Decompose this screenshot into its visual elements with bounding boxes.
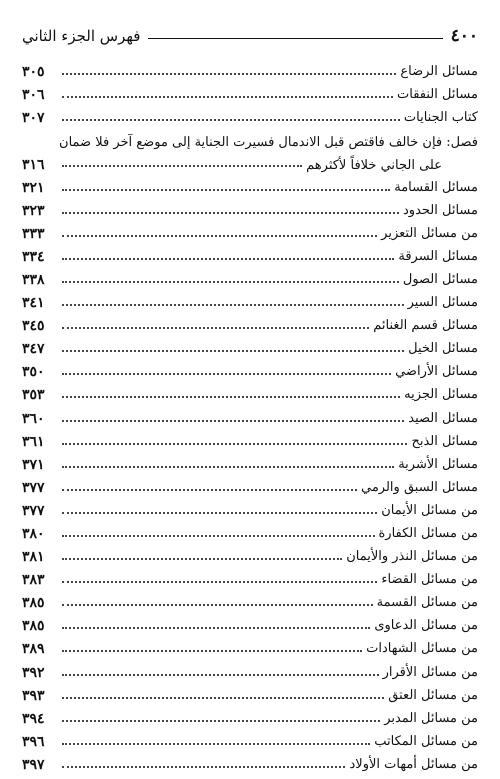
toc-entry (22, 381, 478, 404)
toc-entry-label: من مسائل الأيمان (381, 502, 478, 518)
dot-leader (62, 558, 342, 560)
toc-entry (22, 635, 478, 658)
toc-entry-page: ٣٣٤ (22, 248, 45, 265)
toc-entry-page: ٣٠٥ (22, 64, 45, 81)
toc-entry-page: ٣٤٥ (22, 318, 45, 335)
toc-entry-fasl (22, 127, 478, 173)
toc-entry-label: من مسائل الأقرار (382, 664, 478, 680)
toc-entry (22, 197, 478, 220)
dot-leader (62, 697, 384, 699)
dot-leader (62, 720, 380, 722)
dot-leader (62, 73, 396, 75)
toc-entry (22, 451, 478, 474)
dot-leader (62, 627, 370, 629)
toc-entry-page: ٣٦٠ (22, 410, 45, 427)
fasl-line-1: فصل: فإن خالف فاقتص قبل الاندمال فسيرت الجناية إلى موضع آخر فلا ضمان (59, 135, 478, 151)
toc-entry (22, 543, 478, 566)
toc-entry-page: ٣١٦ (22, 157, 45, 174)
toc-entry (22, 266, 478, 289)
toc-entry-page: ٣٩٤ (22, 710, 45, 727)
toc-entry-page: ٣٠٦ (22, 87, 45, 104)
table-of-contents (22, 58, 478, 774)
toc-entry-label: من مسائل النذر والأيمان (346, 549, 478, 565)
fasl-line-2: على الجاني خلافاً لأكثرهم (306, 158, 442, 174)
toc-entry (22, 658, 478, 681)
dot-leader (62, 96, 393, 98)
toc-entry-page: ٣٨٩ (22, 641, 45, 658)
toc-entry-list (22, 173, 478, 773)
dot-leader (62, 743, 370, 745)
toc-entry (22, 682, 478, 705)
page-header (22, 22, 478, 50)
dot-leader (62, 258, 394, 260)
toc-entry-label: مسائل القسامة (394, 179, 478, 195)
toc-entry-label: مسائل الخيل (408, 341, 478, 357)
toc-entry-page: ٣٢١ (22, 179, 45, 196)
toc-entry (22, 404, 478, 427)
toc-entry (22, 728, 478, 751)
toc-entry-page: ٣٦١ (22, 433, 45, 450)
toc-entry-label: مسائل السرقة (398, 248, 478, 264)
toc-entry (22, 474, 478, 497)
toc-entry (22, 289, 478, 312)
dot-leader (62, 396, 400, 398)
toc-entry-label: مسائل الذبح (411, 433, 478, 449)
toc-entry-label: مسائل السير (407, 295, 478, 311)
toc-entry-label: من مسائل القسمة (376, 595, 478, 611)
toc-entry-label: من مسائل العتق (388, 687, 478, 703)
toc-entry (22, 358, 478, 381)
dot-leader (62, 189, 390, 191)
toc-entry-page: ٣٨٥ (22, 595, 45, 612)
running-title: فهرس الجزء الثاني (22, 27, 141, 45)
dot-leader (62, 535, 375, 537)
toc-entry-label: كتاب الجنايات (403, 110, 478, 126)
toc-entry-label: مسائل الجزيه (404, 387, 478, 403)
dot-leader (62, 212, 399, 214)
toc-entry-page: ٣٥٣ (22, 387, 45, 404)
toc-entry (22, 497, 478, 520)
toc-entry-label: من مسائل المدبر (384, 710, 478, 726)
toc-entry-label: مسائل الصول (402, 271, 478, 287)
toc-entry-label: من مسائل التعزير (381, 225, 478, 241)
toc-entry-label: من مسائل الكفارة (378, 525, 478, 541)
toc-entry-page: ٣٤٧ (22, 341, 45, 358)
toc-entry (22, 612, 478, 635)
dot-leader (62, 650, 362, 652)
dot-leader (62, 327, 369, 329)
toc-entry-page: ٣٩٦ (22, 733, 45, 750)
toc-entry-page: ٣٨٠ (22, 525, 45, 542)
dot-leader (62, 489, 357, 491)
toc-entry-label: مسائل السبق والرمي (360, 479, 478, 495)
dot-leader (62, 512, 377, 514)
dot-leader (62, 373, 391, 375)
toc-entry-page: ٣٨١ (22, 549, 45, 566)
toc-entry-label: من مسائل الشهادات (366, 641, 478, 657)
toc-entry (22, 428, 478, 451)
dot-leader (62, 420, 404, 422)
toc-entry-page: ٣٨٥ (22, 618, 45, 635)
toc-entry (22, 104, 478, 127)
toc-entry-label: من مسائل الدعاوى (374, 618, 478, 634)
header-rule (148, 38, 442, 39)
toc-entry-page: ٣٩٢ (22, 664, 45, 681)
dot-leader (62, 350, 404, 352)
toc-entry (22, 81, 478, 104)
toc-entry-page: ٣٢٣ (22, 202, 45, 219)
toc-entry-label: مسائل الأشربة (398, 456, 478, 472)
dot-leader (62, 165, 302, 167)
dot-leader (62, 466, 394, 468)
dot-leader (62, 443, 407, 445)
toc-entry (22, 520, 478, 543)
toc-entry (22, 566, 478, 589)
dot-leader (62, 766, 345, 768)
toc-entry-page: ٣٧٧ (22, 502, 45, 519)
toc-entry-page: ٣٨٣ (22, 572, 45, 589)
toc-entry-label: مسائل الحدود (403, 202, 478, 218)
dot-leader (62, 304, 404, 306)
toc-entry (22, 335, 478, 358)
toc-entry-label: مسائل النفقات (397, 87, 478, 103)
dot-leader (62, 235, 377, 237)
toc-entry-label: من مسائل القضاء (381, 572, 478, 588)
toc-entry (22, 243, 478, 266)
toc-entry-page: ٣٣٣ (22, 225, 45, 242)
toc-entry-page: ٣٩٧ (22, 756, 45, 773)
toc-entry (22, 173, 478, 196)
toc-entry-label: مسائل قسم الغنائم (373, 318, 478, 334)
toc-entry-label: من مسائل المكاتب (374, 733, 478, 749)
toc-entry-page: ٣٧١ (22, 456, 45, 473)
toc-entry-page: ٣٩٣ (22, 687, 45, 704)
page-number: ٤٠٠ (450, 26, 478, 46)
toc-entry (22, 589, 478, 612)
dot-leader (62, 119, 400, 121)
dot-leader (62, 604, 373, 606)
toc-entry-page: ٣٤١ (22, 295, 45, 312)
toc-entry (22, 705, 478, 728)
toc-entry (22, 220, 478, 243)
toc-entry (22, 58, 478, 81)
toc-entry-page: ٣٣٨ (22, 271, 45, 288)
toc-entry (22, 312, 478, 335)
toc-entry-page: ٣٥٠ (22, 364, 45, 381)
dot-leader (62, 674, 379, 676)
toc-entry-label: مسائل الصيد (408, 410, 478, 426)
toc-entry-label: مسائل الأراضي (395, 364, 478, 380)
toc-entry-label: مسائل الرضاع (400, 64, 478, 80)
dot-leader (62, 581, 377, 583)
toc-entry (22, 751, 478, 774)
toc-entry-page: ٣٠٧ (22, 110, 45, 127)
toc-entry-page: ٣٧٧ (22, 479, 45, 496)
dot-leader (62, 281, 399, 283)
toc-entry-label: من مسائل أمهات الأولاد (349, 756, 478, 772)
